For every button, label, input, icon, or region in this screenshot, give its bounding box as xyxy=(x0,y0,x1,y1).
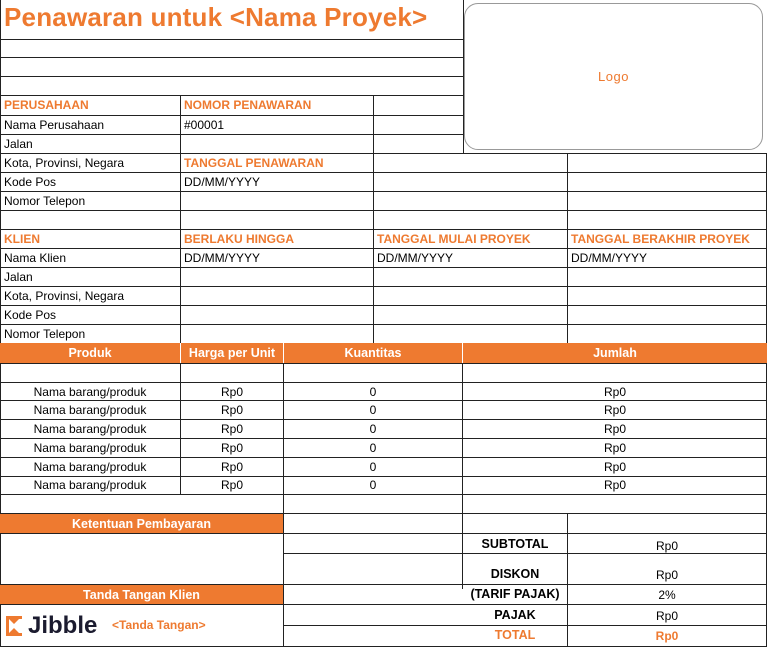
row-amount: Rp0 xyxy=(603,385,626,399)
signature-placeholder[interactable]: <Tanda Tangan> xyxy=(112,618,206,632)
row-quantity[interactable]: 0 xyxy=(369,478,377,492)
discount-label: DISKON xyxy=(490,567,540,581)
quote-date-heading: TANGGAL PENAWARAN xyxy=(184,156,324,170)
divider xyxy=(0,134,463,135)
company-city[interactable]: Kota, Provinsi, Negara xyxy=(4,156,125,170)
tax-value: Rp0 xyxy=(655,609,678,623)
document-title: Penawaran untuk <Nama Proyek> xyxy=(4,2,428,32)
client-street[interactable]: Jalan xyxy=(4,270,33,284)
row-quantity[interactable]: 0 xyxy=(369,441,377,455)
row-quantity[interactable]: 0 xyxy=(369,460,377,474)
payment-terms-heading: Ketentuan Pembayaran xyxy=(0,514,283,533)
divider xyxy=(0,210,767,211)
client-city[interactable]: Kota, Provinsi, Negara xyxy=(4,289,125,303)
row-product[interactable]: Nama barang/produk xyxy=(33,460,147,474)
row-amount: Rp0 xyxy=(603,460,626,474)
row-quantity[interactable]: 0 xyxy=(369,422,377,436)
discount-value[interactable]: Rp0 xyxy=(655,568,678,582)
row-product[interactable]: Nama barang/produk xyxy=(33,422,147,436)
valid-until-heading: BERLAKU HINGGA xyxy=(184,232,294,246)
row-product[interactable]: Nama barang/produk xyxy=(33,403,147,417)
row-amount: Rp0 xyxy=(603,478,626,492)
company-phone[interactable]: Nomor Telepon xyxy=(4,194,86,208)
divider xyxy=(567,153,568,343)
payment-terms-field[interactable] xyxy=(1,534,282,584)
company-street[interactable]: Jalan xyxy=(4,137,33,151)
row-amount: Rp0 xyxy=(603,403,626,417)
brand-logo xyxy=(4,611,97,641)
client-phone[interactable]: Nomor Telepon xyxy=(4,327,86,341)
divider xyxy=(463,0,464,153)
col-header-amount: Jumlah xyxy=(463,343,767,363)
divider xyxy=(0,494,767,495)
logo-label: Logo xyxy=(598,69,629,84)
row-quantity[interactable]: 0 xyxy=(369,385,377,399)
divider xyxy=(0,305,767,306)
divider xyxy=(180,95,181,343)
divider xyxy=(0,172,767,173)
row-amount: Rp0 xyxy=(603,422,626,436)
quote-number[interactable]: #00001 xyxy=(184,118,225,132)
project-start-heading: TANGGAL MULAI PROYEK xyxy=(377,232,531,246)
row-quantity[interactable]: 0 xyxy=(369,403,377,417)
company-name[interactable]: Nama Perusahaan xyxy=(4,118,105,132)
row-unit-price[interactable]: Rp0 xyxy=(220,460,243,474)
company-postal[interactable]: Kode Pos xyxy=(4,175,57,189)
divider xyxy=(0,76,463,77)
divider xyxy=(0,363,767,364)
divider xyxy=(0,39,463,40)
divider xyxy=(373,95,374,343)
divider xyxy=(0,267,767,268)
row-unit-price[interactable]: Rp0 xyxy=(220,478,243,492)
row-unit-price[interactable]: Rp0 xyxy=(220,403,243,417)
client-postal[interactable]: Kode Pos xyxy=(4,308,57,322)
quote-date[interactable]: DD/MM/YYYY xyxy=(184,175,261,189)
project-start-date[interactable]: DD/MM/YYYY xyxy=(377,251,454,265)
col-header-quantity: Kuantitas xyxy=(284,343,462,363)
row-amount: Rp0 xyxy=(603,441,626,455)
row-unit-price[interactable]: Rp0 xyxy=(220,385,243,399)
total-label: TOTAL xyxy=(494,628,536,642)
col-header-product: Produk xyxy=(0,343,180,363)
quote-number-heading: NOMOR PENAWARAN xyxy=(184,98,312,112)
brand-name: Jibble xyxy=(28,612,98,639)
divider xyxy=(0,57,463,58)
divider xyxy=(0,324,767,325)
row-unit-price[interactable]: Rp0 xyxy=(220,441,243,455)
row-product[interactable]: Nama barang/produk xyxy=(33,478,147,492)
divider xyxy=(0,584,767,585)
company-heading: PERUSAHAAN xyxy=(4,98,89,112)
tax-label: PAJAK xyxy=(494,608,536,622)
valid-until-date[interactable]: DD/MM/YYYY xyxy=(184,251,261,265)
project-end-heading: TANGGAL BERAKHIR PROYEK xyxy=(571,232,750,246)
row-unit-price[interactable]: Rp0 xyxy=(220,422,243,436)
hourglass-icon xyxy=(4,615,24,637)
row-product[interactable]: Nama barang/produk xyxy=(33,441,147,455)
client-heading: KLIEN xyxy=(4,232,40,246)
tax-rate-label: (TARIF PAJAK) xyxy=(470,587,560,601)
project-end-date[interactable]: DD/MM/YYYY xyxy=(571,251,648,265)
col-header-unit-price: Harga per Unit xyxy=(181,343,283,363)
subtotal-value: Rp0 xyxy=(655,539,678,553)
row-product[interactable]: Nama barang/produk xyxy=(33,385,147,399)
tax-rate-value[interactable]: 2% xyxy=(658,588,676,602)
client-name[interactable]: Nama Klien xyxy=(4,251,67,265)
subtotal-label: SUBTOTAL xyxy=(481,537,549,551)
total-value: Rp0 xyxy=(655,629,679,643)
logo-placeholder[interactable] xyxy=(464,3,763,150)
divider xyxy=(0,191,767,192)
divider xyxy=(0,604,767,605)
client-signature-heading: Tanda Tangan Klien xyxy=(0,585,283,604)
